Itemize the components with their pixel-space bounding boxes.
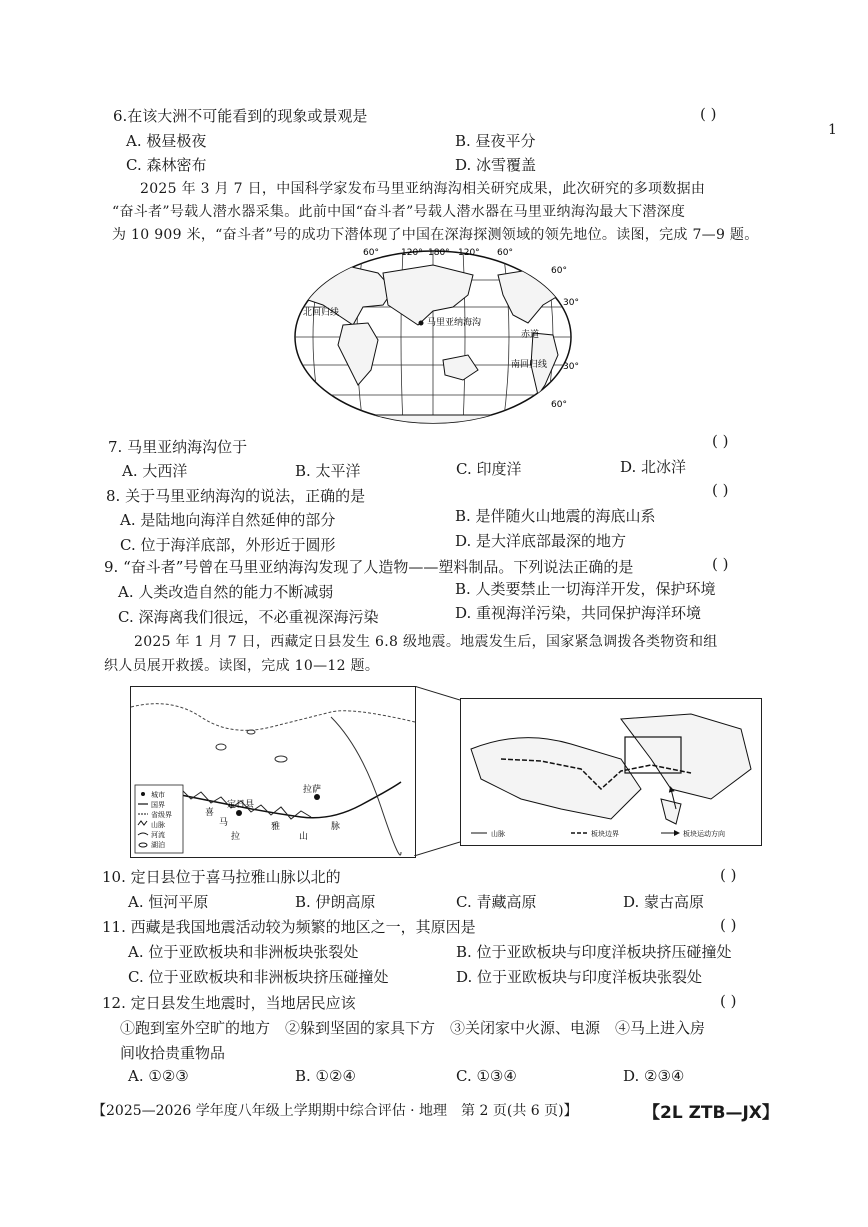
page-footer: 【2025—2026 学年度八年级上学期期中综合评估 · 地理 第 2 页(共 6 页)】 <box>92 1103 578 1119</box>
lat-label-4: 60° <box>551 400 567 410</box>
q8-answer-paren: ( ) <box>712 481 729 499</box>
label-tropic-s: 南回归线 <box>511 360 548 370</box>
q8-option-d: D. 是大洋底部最深的地方 <box>455 532 627 550</box>
lake-2 <box>275 756 287 762</box>
river <box>331 717 401 855</box>
q11-option-a: A. 位于亚欧板块和非洲板块张裂处 <box>128 943 359 961</box>
q7-answer-paren: ( ) <box>712 432 729 450</box>
legend-range: 山脉 <box>151 821 165 829</box>
plate-map-svg <box>461 699 761 845</box>
q11-option-c: C. 位于亚欧板块和非洲板块挤压碰撞处 <box>128 968 389 986</box>
world-map-figure <box>283 245 583 430</box>
intro2-line-2: 织人员展开救援。读图，完成 10—12 题。 <box>104 658 380 674</box>
lake-1 <box>216 744 226 750</box>
q6-option-a: A. 极昼极夜 <box>126 132 207 150</box>
q10-option-d: D. 蒙古高原 <box>623 893 705 911</box>
label-ma: 马 <box>219 818 229 828</box>
label-la: 拉 <box>231 832 241 842</box>
q6-stem: 6.在该大洲不可能看到的现象或景观是 <box>113 107 368 125</box>
legend-national: 国界 <box>151 801 165 809</box>
lon-label-1: 60° <box>363 248 379 258</box>
q10-option-a: A. 恒河平原 <box>128 893 209 911</box>
q12-description-line-2: 间收拾贵重物品 <box>120 1044 226 1062</box>
label-tropic-n: 北回归线 <box>303 308 340 318</box>
legend-city: 城市 <box>151 791 165 799</box>
lon-label-4: 120° <box>458 248 480 258</box>
q8-option-c: C. 位于海洋底部，外形近于圆形 <box>120 536 336 554</box>
margin-mark: 1 <box>828 122 837 138</box>
q9-stem: 9. “奋斗者”号曾在马里亚纳海沟发现了人造物——塑料制品。下列说法正确的是 <box>104 558 634 576</box>
q8-option-a: A. 是陆地向海洋自然延伸的部分 <box>120 511 336 529</box>
africa-arabia-landmass <box>471 738 641 819</box>
lon-label-3: 180° <box>428 248 450 258</box>
dingri-marker-icon <box>236 810 242 816</box>
q11-option-b: B. 位于亚欧板块与印度洋板块挤压碰撞处 <box>456 943 732 961</box>
legend-plate-range: 山脉 <box>491 830 505 838</box>
q6-option-d: D. 冰雪覆盖 <box>455 156 537 174</box>
india-landmass <box>661 799 681 824</box>
tibet-map-svg <box>131 687 415 857</box>
label-shan: 山 <box>299 832 309 842</box>
legend-lake: 湖泊 <box>151 841 165 849</box>
continent-antarctica <box>313 415 553 430</box>
asia-landmass <box>621 714 751 799</box>
q7-stem: 7. 马里亚纳海沟位于 <box>108 438 248 456</box>
lat-label-2: 30° <box>563 298 579 308</box>
q12-description-line-1: ①跑到室外空旷的地方 ②躲到坚固的家具下方 ③关闭家中火源、电源 ④马上进入房 <box>120 1019 706 1037</box>
legend-plate-boundary: 板块边界 <box>591 830 619 838</box>
q12-stem: 12. 定日县发生地震时，当地居民应该 <box>102 994 356 1012</box>
q8-stem: 8. 关于马里亚纳海沟的说法，正确的是 <box>106 487 366 505</box>
q11-option-d: D. 位于亚欧板块与印度洋板块张裂处 <box>456 968 703 986</box>
q12-option-b: B. ①②④ <box>295 1067 356 1085</box>
q10-answer-paren: ( ) <box>720 866 737 884</box>
q12-option-a: A. ①②③ <box>128 1067 189 1085</box>
plate-map-figure <box>460 698 762 846</box>
legend-province: 省级界 <box>151 811 172 819</box>
lon-label-5: 60° <box>497 248 513 258</box>
world-map-svg <box>283 245 583 430</box>
exam-code-tag: 【2L ZTB—JX】 <box>643 1103 779 1123</box>
label-mai: 脉 <box>331 822 341 832</box>
tibet-map-figure <box>130 686 416 858</box>
q8-option-b: B. 是伴随火山地震的海底山系 <box>455 507 656 525</box>
q11-stem: 11. 西藏是我国地震活动较为频繁的地区之一，其原因是 <box>102 918 476 936</box>
q7-option-b: B. 太平洋 <box>295 462 361 480</box>
q11-answer-paren: ( ) <box>720 916 737 934</box>
lat-label-3: 30° <box>563 362 579 372</box>
q9-option-c: C. 深海离我们很远，不必重视深海污染 <box>118 608 379 626</box>
q9-option-d: D. 重视海洋污染，共同保护海洋环境 <box>455 604 702 622</box>
q9-answer-paren: ( ) <box>712 555 729 573</box>
intro1-line-1: 2025 年 3 月 7 日，中国科学家发布马里亚纳海沟相关研究成果，此次研究的多项数据由 <box>140 181 706 197</box>
q7-option-c: C. 印度洋 <box>456 460 522 478</box>
q7-option-a: A. 大西洋 <box>122 462 188 480</box>
trench-marker-icon <box>419 321 424 326</box>
q12-option-c: C. ①③④ <box>456 1067 517 1085</box>
label-xi: 喜 <box>205 808 215 818</box>
lat-label-1: 60° <box>551 266 567 276</box>
q6-option-c: C. 森林密布 <box>126 156 207 174</box>
q9-option-a: A. 人类改造自然的能力不断减弱 <box>118 583 334 601</box>
q6-option-b: B. 昼夜平分 <box>455 132 536 150</box>
map-connector <box>414 686 460 856</box>
q12-answer-paren: ( ) <box>720 992 737 1010</box>
lon-label-2: 120° <box>401 248 423 258</box>
legend-river: 河流 <box>151 831 165 839</box>
label-dingri: 定日县 <box>227 800 255 810</box>
q12-option-d: D. ②③④ <box>623 1067 685 1085</box>
intro1-line-3: 为 10 909 米，“奋斗者”号的成功下潜体现了中国在深海探测领域的领先地位。读图，完成 7—9 题。 <box>112 227 759 243</box>
province-border <box>131 704 415 731</box>
label-trench: 马里亚纳海沟 <box>427 318 482 328</box>
q6-answer-paren: ( ) <box>700 105 717 123</box>
label-lhasa: 拉萨 <box>303 785 322 795</box>
label-equator: 赤道 <box>521 330 540 340</box>
q9-option-b: B. 人类要禁止一切海洋开发，保护环境 <box>455 580 716 598</box>
q7-option-d: D. 北冰洋 <box>620 458 687 476</box>
legend-plate-motion: 板块运动方向 <box>683 830 725 838</box>
q10-stem: 10. 定日县位于喜马拉雅山脉以北的 <box>102 868 341 886</box>
intro1-line-2: “奋斗者”号载人潜水器采集。此前中国“奋斗者”号载人潜水器在马里亚纳海沟最大下潜深度 <box>112 204 686 220</box>
q10-option-c: C. 青藏高原 <box>456 893 537 911</box>
q10-option-b: B. 伊朗高原 <box>295 893 376 911</box>
label-ya: 雅 <box>271 822 281 832</box>
intro2-line-1: 2025 年 1 月 7 日，西藏定日县发生 6.8 级地震。地震发生后，国家紧急调拨各类物资和组 <box>134 634 718 650</box>
